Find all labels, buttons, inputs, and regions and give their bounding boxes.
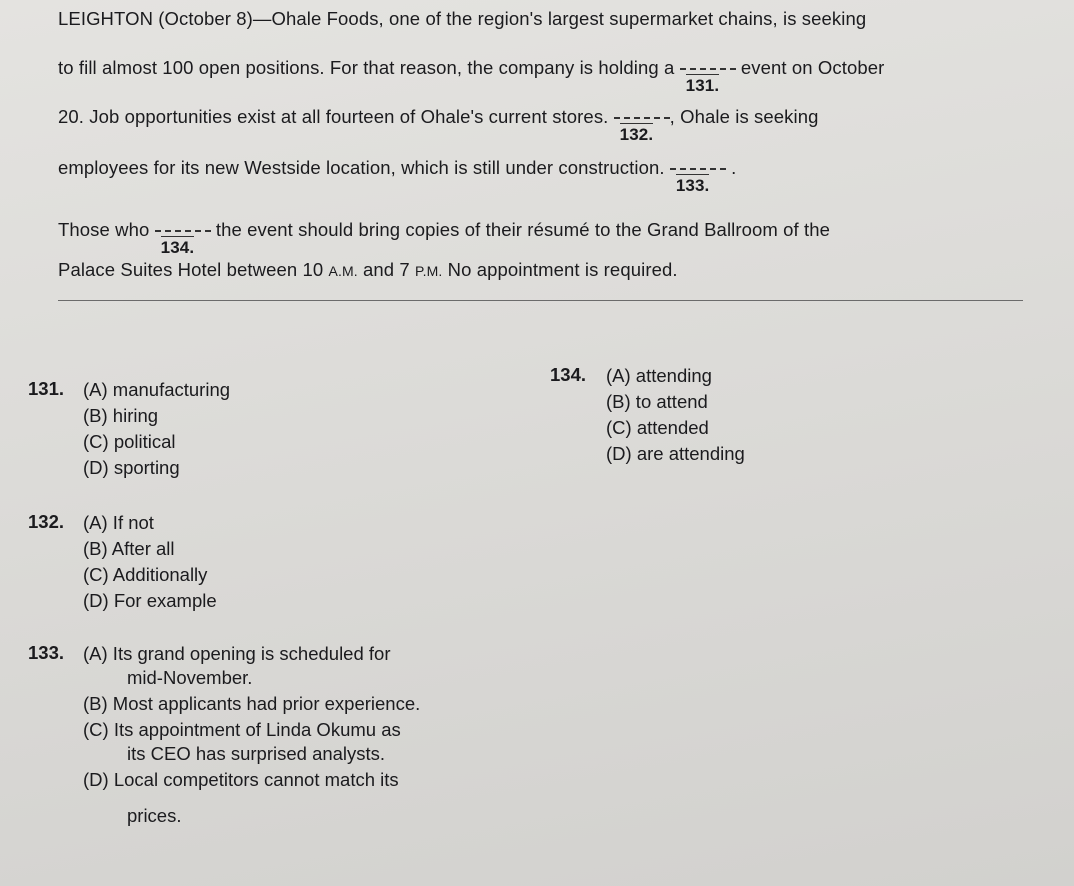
option-a[interactable]: (A) manufacturing xyxy=(83,379,231,400)
blank-134 xyxy=(155,222,211,257)
option-c-continued: its CEO has surprised analysts. xyxy=(127,743,386,764)
blank-133 xyxy=(670,160,726,195)
blank-number: 133. xyxy=(675,176,710,195)
blank-number: 134. xyxy=(160,238,195,257)
option-c[interactable]: (C) attended xyxy=(606,417,709,438)
option-d[interactable]: (D) sporting xyxy=(83,457,180,478)
option-c[interactable]: (C) political xyxy=(83,431,176,452)
option-b[interactable]: (B) Most applicants had prior experience. xyxy=(83,693,421,714)
blank-132 xyxy=(614,109,670,144)
am-label: A.M. xyxy=(328,263,358,279)
passage-text: 20. Job opportunities exist at all fourteen of Ohale's current stores. xyxy=(58,106,609,127)
option-d[interactable]: (D) Local competitors cannot match its xyxy=(83,769,399,790)
pm-label: P.M. xyxy=(415,263,443,279)
passage-line-2 xyxy=(58,57,885,95)
passage-line-3 xyxy=(58,106,819,144)
option-d-continued: prices. xyxy=(127,805,182,826)
passage-text: , Ohale is seeking xyxy=(669,106,819,127)
passage-text: employees for its new Westside location, which is still under construction. xyxy=(58,157,665,178)
passage-text: to fill almost 100 open positions. For that reason, the company is holding a xyxy=(58,57,675,78)
blank-number: 132. xyxy=(619,125,654,144)
question-number: 132. xyxy=(28,511,65,532)
option-a[interactable]: (A) attending xyxy=(606,365,712,386)
option-a[interactable]: (A) If not xyxy=(83,512,154,533)
passage-line-4 xyxy=(58,157,737,195)
passage-text: event on October xyxy=(740,57,885,78)
option-b[interactable]: (B) to attend xyxy=(606,391,708,412)
blank-number: 131. xyxy=(685,76,720,95)
passage-text: the event should bring copies of their résumé to the Grand Ballroom of the xyxy=(215,219,831,240)
option-a[interactable]: (A) Its grand opening is scheduled for xyxy=(83,643,391,664)
passage-line-1: LEIGHTON (October 8)—Ohale Foods, one of the region's largest supermarket chains, is seeking xyxy=(58,8,867,29)
option-a-continued: mid-November. xyxy=(127,667,253,688)
passage-text: Those who xyxy=(58,219,150,240)
option-c[interactable]: (C) Additionally xyxy=(83,564,208,585)
passage-text: No appointment is required. xyxy=(447,259,678,280)
passage-line-5 xyxy=(58,219,831,257)
option-c[interactable]: (C) Its appointment of Linda Okumu as xyxy=(83,719,401,740)
question-number: 133. xyxy=(28,642,65,663)
passage-text: and 7 xyxy=(362,259,410,280)
option-d[interactable]: (D) For example xyxy=(83,590,217,611)
passage-text: Palace Suites Hotel between 10 xyxy=(58,259,324,280)
option-b[interactable]: (B) hiring xyxy=(83,405,159,426)
divider xyxy=(58,300,1023,301)
option-d[interactable]: (D) are attending xyxy=(606,443,745,464)
question-number: 131. xyxy=(28,378,65,399)
question-number: 134. xyxy=(550,364,587,385)
passage-text: . xyxy=(731,157,737,178)
blank-131 xyxy=(680,60,736,95)
option-b[interactable]: (B) After all xyxy=(83,538,175,559)
passage-line-6 xyxy=(58,259,678,281)
